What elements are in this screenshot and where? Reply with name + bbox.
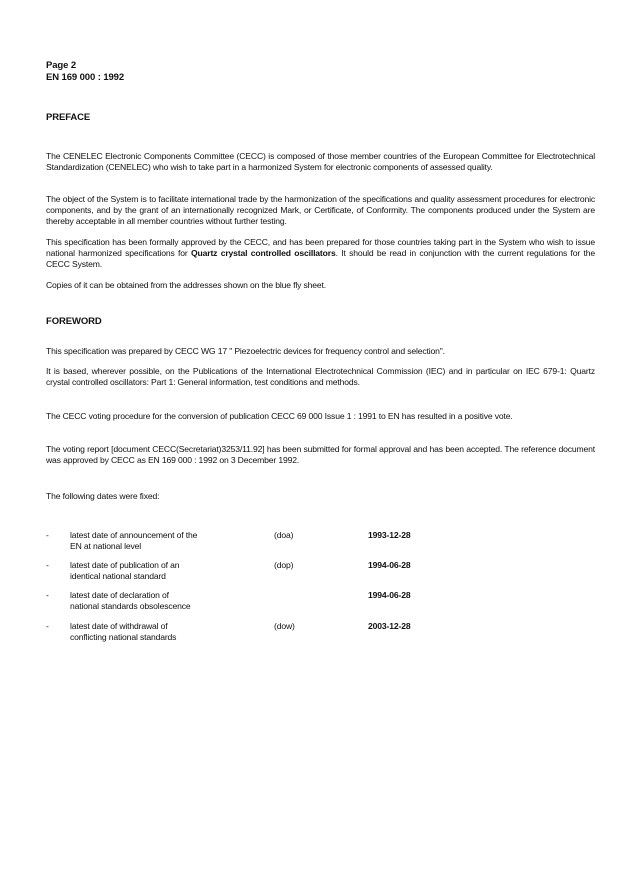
date-description-line-2: EN at national level bbox=[70, 541, 142, 551]
standard-number: EN 169 000 : 1992 bbox=[46, 72, 125, 83]
date-abbreviation: (dop) bbox=[274, 560, 294, 570]
foreword-paragraph-3: The CECC voting procedure for the conversion of publication CECC 69 000 Issue 1 : 1991 to EN has resulted in a positive vote. bbox=[46, 411, 513, 421]
preface-paragraph-2: The object of the System is to facilitate international trade by the harmonization of the specifications and quality assessment procedures for electronic components, and by the grant of an internationally recognized Mark, or Certificate, of Conformity. The components produced under the System are thereby acceptable in all member countries without further testing. bbox=[46, 194, 595, 226]
date-description-line-1: latest date of announcement of the bbox=[70, 530, 198, 540]
preface-paragraph-3-start: This specification has been formally approved by the CECC, and has been prepared for those countries taking part in the System who wish to issue national harmonized specifications for bbox=[46, 237, 595, 258]
preface-paragraph-1: The CENELEC Electronic Components Committee (CECC) is composed of those member countries of the European Committee for Electrotechnical Standardization (CENELEC) who wish to take part in a harmonized System for electronic components of assessed quality. bbox=[46, 151, 595, 172]
date-value: 1994-06-28 bbox=[368, 590, 411, 600]
date-value: 1994-06-28 bbox=[368, 560, 411, 570]
date-description bbox=[70, 560, 250, 582]
date-description-line-1: latest date of publication of an bbox=[70, 560, 180, 570]
date-description-line-2: conflicting national standards bbox=[70, 632, 177, 642]
date-description bbox=[70, 621, 250, 643]
list-dash: - bbox=[46, 530, 49, 540]
date-row bbox=[46, 590, 466, 616]
date-row bbox=[46, 621, 466, 647]
date-abbreviation: (dow) bbox=[274, 621, 295, 631]
preface-paragraph-4: Copies of it can be obtained from the addresses shown on the blue fly sheet. bbox=[46, 280, 327, 290]
dates-intro: The following dates were fixed: bbox=[46, 491, 160, 501]
date-description-line-2: national standards obsolescence bbox=[70, 601, 191, 611]
list-dash: - bbox=[46, 621, 49, 631]
foreword-paragraph-2: It is based, wherever possible, on the Publications of the International Electrotechnical Commission (IEC) and in particular on IEC 679-1: Quartz crystal controlled oscillators: Part 1: General information, test conditions and methods. bbox=[46, 366, 595, 387]
preface-paragraph-3-end: . It should be read in conjunction with the current regulations for the CECC System. bbox=[46, 248, 595, 269]
date-value: 1993-12-28 bbox=[368, 530, 411, 540]
product-name: Quartz crystal controlled oscillators bbox=[191, 248, 336, 258]
list-dash: - bbox=[46, 560, 49, 570]
preface-heading: PREFACE bbox=[46, 112, 91, 123]
date-description-line-2: identical national standard bbox=[70, 571, 166, 581]
date-description-line-1: latest date of withdrawal of bbox=[70, 621, 168, 631]
date-description bbox=[70, 590, 250, 612]
list-dash: - bbox=[46, 590, 49, 600]
date-value: 2003-12-28 bbox=[368, 621, 411, 631]
page-number: Page 2 bbox=[46, 60, 77, 71]
date-abbreviation: (doa) bbox=[274, 530, 294, 540]
preface-paragraph-3 bbox=[46, 237, 595, 270]
date-description bbox=[70, 530, 250, 552]
foreword-heading: FOREWORD bbox=[46, 316, 102, 327]
date-row bbox=[46, 530, 466, 556]
foreword-paragraph-1: This specification was prepared by CECC WG 17 " Piezoelectric devices for frequency control and selection". bbox=[46, 346, 445, 356]
foreword-paragraph-4: The voting report [document CECC(Secretariat)3253/11.92] has been submitted for formal approval and has been accepted. The reference document was approved by CECC as EN 169 000 : 1992 on 3 December 1992. bbox=[46, 444, 595, 465]
date-row bbox=[46, 560, 466, 586]
date-description-line-1: latest date of declaration of bbox=[70, 590, 169, 600]
